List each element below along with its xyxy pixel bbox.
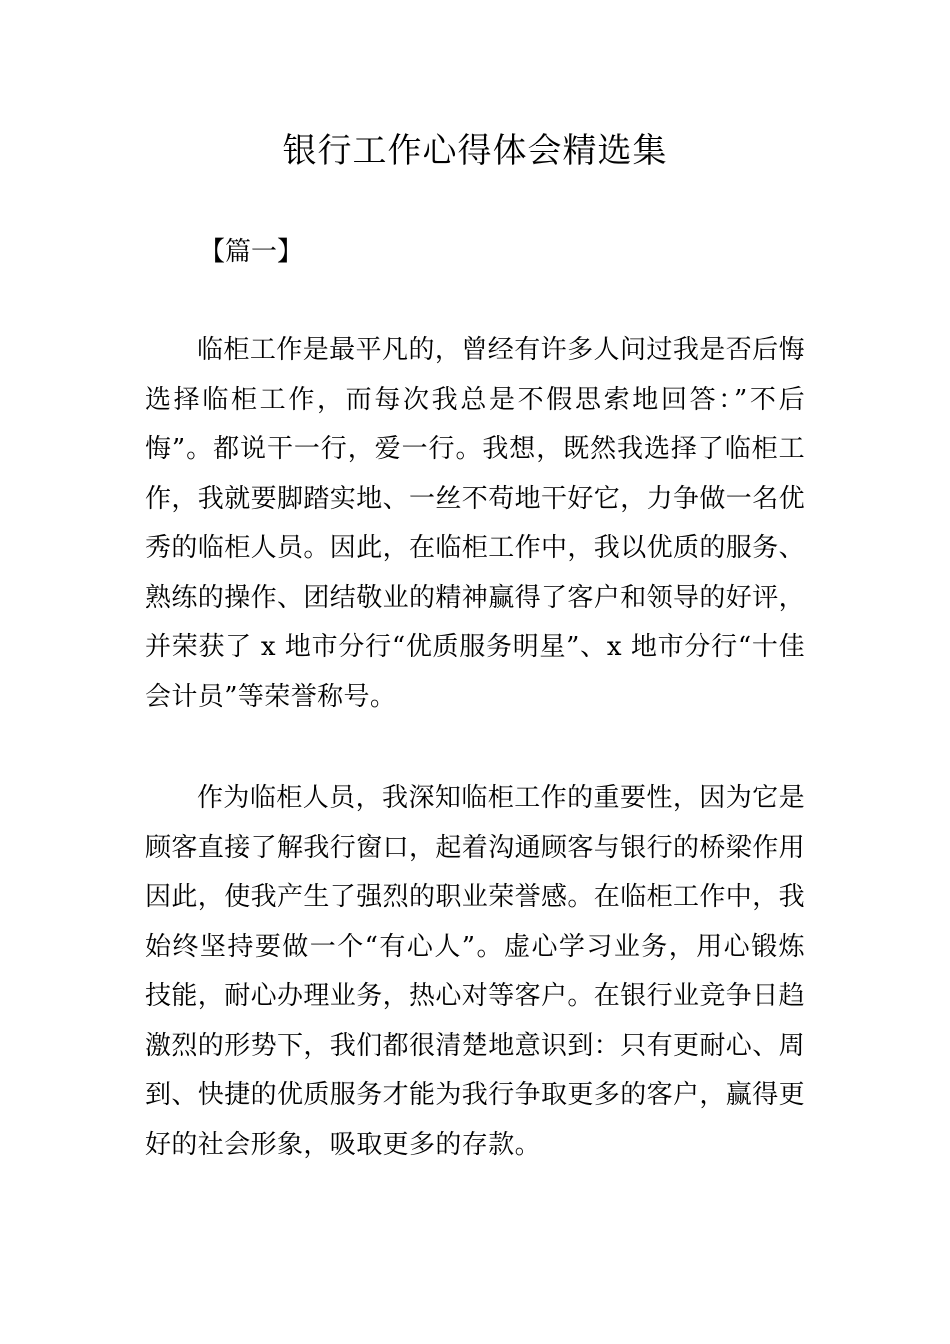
body-paragraph-2: 作为临柜人员，我深知临柜工作的重要性，因为它是顾客直接了解我行窗口，起着沟通顾客与银行的桥梁作用因此，使我产生了强烈的职业荣誉感。在临柜工作中，我始终坚持要做一个“有心人”。虚心学习业务，用心锻炼技能，耐心办理业务，热心对等客户。在银行业竞争日趋激烈的形势下，我们都很清楚地意识到：只有更耐心、周到、快捷的优质服务才能为我行争取更多的客户，赢得更好的社会形象，吸取更多的存款。 — [145, 783, 806, 1160]
body-paragraph-1: 临柜工作是最平凡的，曾经有许多人问过我是否后悔选择临柜工作，而每次我总是不假思索地回答：”不后悔”。都说干一行，爱一行。我想，既然我选择了临柜工作，我就要脚踏实地、一丝不苟地干好它，力争做一名优秀的临柜人员。因此，在临柜工作中，我以优质的服务、熟练的操作、团结敬业的精神赢得了客户和领导的好评，并荣获了 x 地市分行“优质服务明星”、x 地市分行“十佳会计员”等荣誉称号。 — [145, 335, 806, 712]
document-title: 银行工作心得体会精选集 — [282, 131, 668, 171]
section-heading: 【篇一】 — [199, 237, 304, 267]
